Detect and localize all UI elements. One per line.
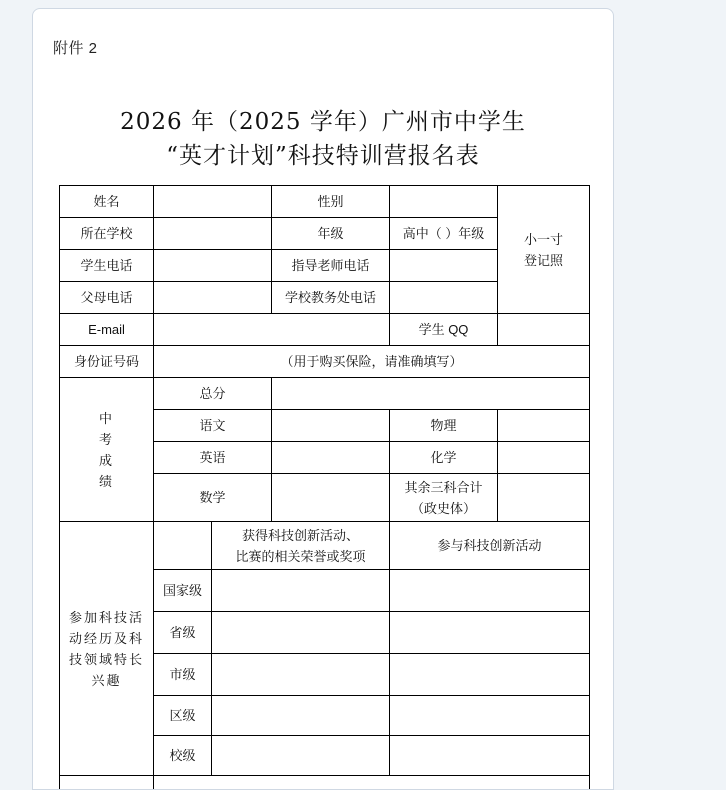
label-student-qq: 学生 QQ xyxy=(390,314,498,346)
field-extra-label[interactable] xyxy=(60,776,154,790)
field-national-honors[interactable] xyxy=(212,570,390,612)
label-level-city: 市级 xyxy=(154,654,212,696)
field-english-value[interactable] xyxy=(272,442,390,474)
label-school: 所在学校 xyxy=(60,218,154,250)
field-school-honors[interactable] xyxy=(212,736,390,776)
field-teacher-phone-value[interactable] xyxy=(390,250,498,282)
field-district-honors[interactable] xyxy=(212,696,390,736)
label-teacher-phone: 指导老师电话 xyxy=(272,250,390,282)
label-chinese: 语文 xyxy=(154,410,272,442)
attachment-label: 附件 2 xyxy=(53,40,98,57)
label-name: 姓名 xyxy=(60,186,154,218)
field-gender-value[interactable] xyxy=(390,186,498,218)
label-level-school: 校级 xyxy=(154,736,212,776)
table-row xyxy=(60,186,590,218)
field-city-participation[interactable] xyxy=(390,654,590,696)
header-participation: 参与科技创新活动 xyxy=(390,522,590,570)
photo-label-line-1: 小一寸 xyxy=(523,231,563,247)
label-total-score: 总分 xyxy=(154,378,272,410)
other-three-line-1: 其余三科合计 xyxy=(404,479,483,495)
label-exam-scores xyxy=(60,378,154,522)
field-total-score-value[interactable] xyxy=(272,378,590,410)
activity-label-line-4: 兴趣 xyxy=(91,672,122,688)
field-email-value[interactable] xyxy=(154,314,390,346)
header-honors xyxy=(212,522,390,570)
field-grade-value[interactable]: 高中（ ）年级 xyxy=(390,218,498,250)
label-gender: 性别 xyxy=(272,186,390,218)
field-parent-phone-value[interactable] xyxy=(154,282,272,314)
field-school-office-phone-value[interactable] xyxy=(390,282,498,314)
label-grade: 年级 xyxy=(272,218,390,250)
field-chinese-value[interactable] xyxy=(272,410,390,442)
label-email: E-mail xyxy=(60,314,154,346)
page-title xyxy=(33,105,613,173)
label-math: 数学 xyxy=(154,474,272,522)
label-parent-phone: 父母电话 xyxy=(60,282,154,314)
label-level-district: 区级 xyxy=(154,696,212,736)
activity-label-line-3: 技领域特长 xyxy=(68,651,144,667)
field-physics-value[interactable] xyxy=(498,410,590,442)
table-row xyxy=(60,346,590,378)
field-name-value[interactable] xyxy=(154,186,272,218)
field-district-participation[interactable] xyxy=(390,696,590,736)
field-student-phone-value[interactable] xyxy=(154,250,272,282)
label-student-phone: 学生电话 xyxy=(60,250,154,282)
field-extra-value[interactable] xyxy=(154,776,590,790)
field-provincial-participation[interactable] xyxy=(390,612,590,654)
label-id-number: 身份证号码 xyxy=(60,346,154,378)
photo-label-line-2: 登记照 xyxy=(523,252,563,268)
photo-placeholder xyxy=(498,186,590,314)
title-line-1: 2026 年（2025 学年）广州市中学生 xyxy=(120,109,526,135)
label-chemistry: 化学 xyxy=(390,442,498,474)
table-row xyxy=(60,378,590,410)
activity-label-line-1: 参加科技活 xyxy=(68,609,144,625)
label-other-three xyxy=(390,474,498,522)
label-school-office-phone: 学校教务处电话 xyxy=(272,282,390,314)
label-physics: 物理 xyxy=(390,410,498,442)
field-provincial-honors[interactable] xyxy=(212,612,390,654)
field-chemistry-value[interactable] xyxy=(498,442,590,474)
activity-level-header-blank xyxy=(154,522,212,570)
exam-label-char-1: 中 xyxy=(98,410,114,426)
label-level-national: 国家级 xyxy=(154,570,212,612)
title-line-2: “英才计划”科技特训营报名表 xyxy=(166,143,480,169)
registration-form-table xyxy=(59,185,590,790)
label-english: 英语 xyxy=(154,442,272,474)
label-level-provincial: 省级 xyxy=(154,612,212,654)
exam-label-char-2: 考 xyxy=(98,431,114,447)
table-row xyxy=(60,522,590,570)
honors-line-1: 获得科技创新活动、 xyxy=(241,527,359,543)
field-national-participation[interactable] xyxy=(390,570,590,612)
field-city-honors[interactable] xyxy=(212,654,390,696)
honors-line-2: 比赛的相关荣誉或奖项 xyxy=(235,548,366,564)
document-sheet xyxy=(32,8,614,790)
field-other-three-value[interactable] xyxy=(498,474,590,522)
activity-label-line-2: 动经历及科 xyxy=(68,630,144,646)
exam-label-char-3: 成 xyxy=(98,452,114,468)
table-row xyxy=(60,314,590,346)
other-three-line-2: （政史体） xyxy=(410,500,476,516)
table-row xyxy=(60,776,590,790)
field-id-number-note[interactable]: （用于购买保险，请准确填写） xyxy=(154,346,590,378)
field-student-qq-value[interactable] xyxy=(498,314,590,346)
exam-label-char-4: 绩 xyxy=(98,473,114,489)
label-activity-experience xyxy=(60,522,154,776)
field-school-value[interactable] xyxy=(154,218,272,250)
field-math-value[interactable] xyxy=(272,474,390,522)
field-school-participation[interactable] xyxy=(390,736,590,776)
